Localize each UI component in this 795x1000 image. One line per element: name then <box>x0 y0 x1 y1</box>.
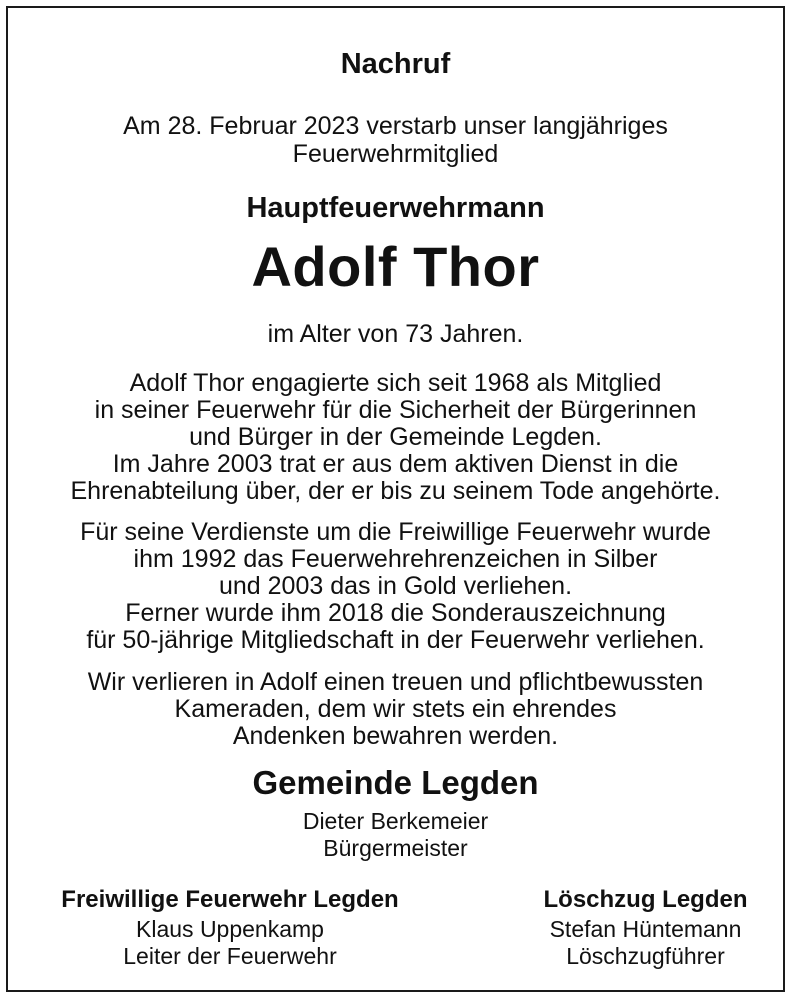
paragraph-honors <box>8 519 783 654</box>
paragraph-farewell <box>8 669 783 750</box>
signatory-person: Stefan Hüntemann <box>549 916 742 942</box>
age-line: im Alter von 73 Jahren. <box>267 320 524 348</box>
signatory-organization: Löschzug Legden <box>543 886 748 913</box>
paragraph-line: Wir verlieren in Adolf einen treuen und pflichtbewussten <box>87 668 704 696</box>
paragraph-line: Für seine Verdienste um die Freiwillige Feuerwehr wurde <box>80 518 711 546</box>
main-signatory-organization: Gemeinde Legden <box>252 764 539 801</box>
signatory-organization: Freiwillige Feuerwehr Legden <box>61 886 399 913</box>
signatory-role: Löschzugführer <box>566 943 725 969</box>
right-signatory <box>508 884 783 970</box>
paragraph-line: Kameraden, dem wir stets ein ehrendes <box>174 695 617 723</box>
paragraph-career <box>8 370 783 505</box>
paragraph-line: Andenken bewahren werden. <box>232 722 559 750</box>
left-signatory <box>30 884 430 970</box>
paragraph-line: Im Jahre 2003 trat er aus dem aktiven Dienst in die <box>112 450 679 478</box>
rank-title: Hauptfeuerwehrmann <box>246 192 545 224</box>
paragraph-line: und Bürger in der Gemeinde Legden. <box>189 423 602 451</box>
paragraph-line: Ferner wurde ihm 2018 die Sonderauszeichnung <box>125 599 666 627</box>
paragraph-line: und 2003 das in Gold verliehen. <box>218 572 573 600</box>
paragraph-line: ihm 1992 das Feuerwehrehrenzeichen in Silber <box>133 545 658 573</box>
paragraph-line: für 50-jährige Mitgliedschaft in der Feuerwehr verliehen. <box>86 626 705 654</box>
signatory-person: Klaus Uppenkamp <box>136 916 324 942</box>
main-signatory <box>8 808 783 862</box>
paragraph-line: in seiner Feuerwehr für die Sicherheit der Bürgerinnen <box>94 396 697 424</box>
intro-text <box>8 112 783 168</box>
paragraph-line: Adolf Thor engagierte sich seit 1968 als Mitglied <box>129 369 662 397</box>
signatory-role: Leiter der Feuerwehr <box>123 943 337 969</box>
signatory-person: Dieter Berkemeier <box>302 808 489 834</box>
page-title: Nachruf <box>340 48 451 80</box>
paragraph-line: Ehrenabteilung über, der er bis zu seinem Tode angehörte. <box>70 477 721 505</box>
intro-line: Am 28. Februar 2023 verstarb unser langjähriges <box>123 112 668 140</box>
deceased-name: Adolf Thor <box>251 235 540 298</box>
obituary-frame <box>6 6 785 992</box>
signatory-role: Bürgermeister <box>323 835 468 861</box>
intro-line: Feuerwehrmitglied <box>292 140 499 168</box>
